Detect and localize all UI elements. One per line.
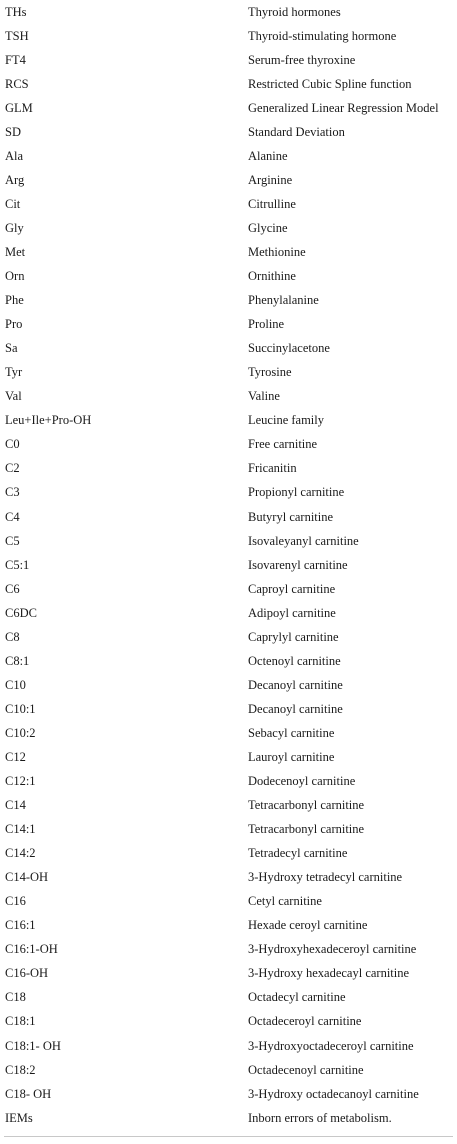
abbreviation-cell: C18 — [5, 990, 26, 1005]
abbreviation-cell: C8:1 — [5, 653, 30, 668]
abbreviation-cell: C18:1- OH — [5, 1038, 61, 1053]
abbreviation-cell: Tyr — [5, 365, 23, 380]
definition-cell: Restricted Cubic Spline function — [248, 76, 412, 91]
abbreviation-cell: C16:1 — [5, 918, 36, 933]
abbreviation-cell: THs — [5, 4, 27, 19]
definition-cell: Ornithine — [248, 269, 296, 284]
table-row — [0, 721, 457, 745]
abbreviation-cell: FT4 — [5, 52, 26, 67]
table-row — [0, 120, 457, 144]
definition-cell: Glycine — [248, 220, 288, 235]
table-row — [0, 745, 457, 769]
abbreviation-cell: C0 — [5, 437, 20, 452]
abbreviation-cell: SD — [5, 124, 21, 139]
definition-cell: Propionyl carnitine — [248, 485, 345, 500]
table-row — [0, 529, 457, 553]
abbreviation-cell: C5:1 — [5, 557, 30, 572]
definition-cell: Caproyl carnitine — [248, 581, 336, 596]
table-row — [0, 168, 457, 192]
definition-cell: Isovarenyl carnitine — [248, 557, 348, 572]
abbreviation-cell: RCS — [5, 76, 29, 91]
table-row — [0, 842, 457, 866]
abbreviation-cell: Leu+Ile+Pro-OH — [5, 413, 92, 428]
table-row — [0, 1106, 457, 1130]
abbreviation-cell: C10:2 — [5, 725, 36, 740]
table-row — [0, 144, 457, 168]
definition-cell: Octadecyl carnitine — [248, 990, 346, 1005]
definition-cell: Citrulline — [248, 196, 296, 211]
definition-cell: Hexade ceroyl carnitine — [248, 918, 368, 933]
definition-cell: Dodecenoyl carnitine — [248, 774, 356, 789]
table-row — [0, 481, 457, 505]
table-row — [0, 818, 457, 842]
definition-cell: Alanine — [248, 148, 288, 163]
table-row — [0, 1034, 457, 1058]
definition-cell: Standard Deviation — [248, 124, 345, 139]
definition-cell: Methionine — [248, 244, 306, 259]
abbreviation-cell: Arg — [5, 172, 25, 187]
definition-cell: Adipoyl carnitine — [248, 605, 336, 620]
table-row — [0, 649, 457, 673]
abbreviation-cell: C10:1 — [5, 701, 36, 716]
definition-cell: 3-Hydroxy hexadecayl carnitine — [248, 966, 410, 981]
abbreviation-cell: TSH — [5, 28, 29, 43]
definition-cell: Free carnitine — [248, 437, 318, 452]
table-row — [0, 625, 457, 649]
table-row — [0, 313, 457, 337]
table-bottom-rule — [4, 1136, 453, 1137]
table-row — [0, 265, 457, 289]
table-row — [0, 457, 457, 481]
definition-cell: Butyryl carnitine — [248, 509, 334, 524]
abbreviation-cell: Val — [5, 389, 22, 404]
table-row — [0, 385, 457, 409]
table-row — [0, 697, 457, 721]
table-row — [0, 96, 457, 120]
table-row — [0, 1082, 457, 1106]
definition-cell: Octadecenoyl carnitine — [248, 1062, 364, 1077]
table-row — [0, 289, 457, 313]
definition-cell: 3-Hydroxy tetradecyl carnitine — [248, 870, 403, 885]
definition-cell: Tetracarbonyl carnitine — [248, 822, 365, 837]
table-row — [0, 409, 457, 433]
table-row — [0, 914, 457, 938]
abbreviation-cell: Pro — [5, 317, 23, 332]
abbreviation-cell: C18:2 — [5, 1062, 36, 1077]
definition-cell: Succinylacetone — [248, 341, 330, 356]
definition-cell: Tetracarbonyl carnitine — [248, 798, 365, 813]
abbreviation-cell: C6 — [5, 581, 20, 596]
abbreviation-cell: C14:2 — [5, 846, 36, 861]
table-row — [0, 866, 457, 890]
abbreviation-cell: C16-OH — [5, 966, 49, 981]
table-row — [0, 938, 457, 962]
definition-cell: Inborn errors of metabolism. — [248, 1110, 392, 1125]
table-row — [0, 240, 457, 264]
abbreviation-cell: Cit — [5, 196, 21, 211]
definition-cell: Octadeceroyl carnitine — [248, 1014, 362, 1029]
abbreviation-cell: Gly — [5, 220, 24, 235]
table-row — [0, 577, 457, 601]
table-row — [0, 337, 457, 361]
definition-cell: Thyroid-stimulating hormone — [248, 28, 397, 43]
definition-cell: Tetradecyl carnitine — [248, 846, 348, 861]
abbreviation-cell: Orn — [5, 269, 25, 284]
abbreviation-cell: C10 — [5, 677, 26, 692]
definition-cell: Thyroid hormones — [248, 4, 341, 19]
abbreviation-cell: C12 — [5, 749, 26, 764]
definition-cell: Lauroyl carnitine — [248, 749, 335, 764]
definition-cell: Sebacyl carnitine — [248, 725, 335, 740]
table-row — [0, 601, 457, 625]
definition-cell: Decanoyl carnitine — [248, 677, 343, 692]
abbreviation-cell: Phe — [5, 293, 24, 308]
abbreviation-cell: C4 — [5, 509, 20, 524]
table-row — [0, 361, 457, 385]
table-row — [0, 0, 457, 24]
table-row — [0, 794, 457, 818]
abbreviation-cell: C18:1 — [5, 1014, 36, 1029]
abbreviation-cell: GLM — [5, 100, 33, 115]
definition-cell: 3-Hydroxyhexadeceroyl carnitine — [248, 942, 417, 957]
definition-cell: Isovaleyanyl carnitine — [248, 533, 359, 548]
definition-cell: Octenoyl carnitine — [248, 653, 341, 668]
definition-cell: Leucine family — [248, 413, 325, 428]
definition-cell: Fricanitin — [248, 461, 297, 476]
table-row — [0, 1010, 457, 1034]
definition-cell: 3-Hydroxy octadecanoyl carnitine — [248, 1086, 419, 1101]
abbreviation-cell: C14:1 — [5, 822, 36, 837]
table-row — [0, 192, 457, 216]
abbreviation-cell: C18- OH — [5, 1086, 52, 1101]
table-row — [0, 962, 457, 986]
table-row — [0, 673, 457, 697]
abbreviation-cell: C8 — [5, 629, 20, 644]
table-row — [0, 24, 457, 48]
definition-cell: Decanoyl carnitine — [248, 701, 343, 716]
definition-cell: Cetyl carnitine — [248, 894, 322, 909]
table-row — [0, 986, 457, 1010]
table-row — [0, 505, 457, 529]
table-row — [0, 72, 457, 96]
definition-cell: Valine — [248, 389, 280, 404]
abbreviation-cell: C14-OH — [5, 870, 49, 885]
abbreviation-cell: Ala — [5, 148, 24, 163]
table-row — [0, 553, 457, 577]
abbreviation-cell: Sa — [5, 341, 18, 356]
abbreviation-cell: C16:1-OH — [5, 942, 58, 957]
abbreviation-cell: C5 — [5, 533, 20, 548]
table-row — [0, 1058, 457, 1082]
table-row — [0, 890, 457, 914]
definition-cell: Phenylalanine — [248, 293, 319, 308]
abbreviation-cell: C16 — [5, 894, 26, 909]
abbreviation-cell: C14 — [5, 798, 26, 813]
abbreviation-cell: Met — [5, 244, 26, 259]
definition-cell: 3-Hydroxyoctadeceroyl carnitine — [248, 1038, 414, 1053]
abbreviation-cell: C6DC — [5, 605, 37, 620]
definition-cell: Generalized Linear Regression Model — [248, 100, 439, 115]
table-row — [0, 48, 457, 72]
definition-cell: Arginine — [248, 172, 293, 187]
table-row — [0, 433, 457, 457]
definition-cell: Caprylyl carnitine — [248, 629, 339, 644]
abbreviation-cell: C3 — [5, 485, 20, 500]
definition-cell: Serum-free thyroxine — [248, 52, 356, 67]
table-row — [0, 216, 457, 240]
table-row — [0, 770, 457, 794]
definition-cell: Proline — [248, 317, 285, 332]
abbreviation-cell: C2 — [5, 461, 20, 476]
abbreviation-cell: C12:1 — [5, 774, 36, 789]
abbreviation-cell: IEMs — [5, 1110, 33, 1125]
definition-cell: Tyrosine — [248, 365, 292, 380]
